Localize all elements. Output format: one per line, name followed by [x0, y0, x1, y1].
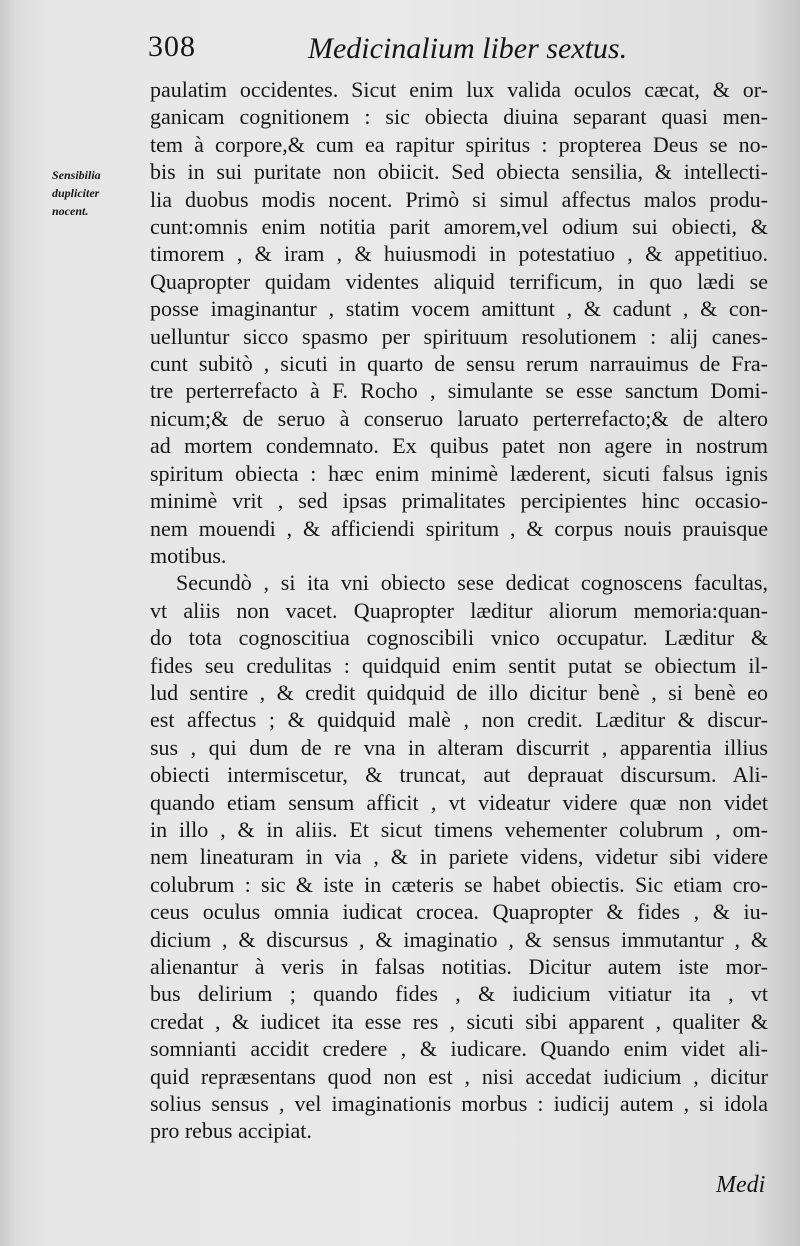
text-line: timorem , & iram , & huiusmodi in potestatiuo , & appetitiuo. — [150, 241, 768, 267]
text-line: sus , qui dum de re vna in alteram discurrit , apparentia illius — [150, 734, 768, 760]
text-line: lud sentire , & credit quidquid de illo dicitur benè , si benè eo — [150, 679, 768, 705]
text-line: ceus oculus omnia iudicat crocea. Quapropter & fides , & iu- — [150, 899, 768, 925]
text-line: est affectus ; & quidquid malè , non credit. Læditur & discur- — [150, 707, 768, 733]
page-number: 308 — [148, 30, 196, 63]
text-line: colubrum : sic & iste in cæteris se habet obiectis. Sic etiam cro- — [150, 871, 768, 897]
text-line: somnianti accidit credere , & iudicare. Quando enim videt ali- — [150, 1036, 768, 1062]
text-line: vt aliis non vacet. Quapropter læditur aliorum memoria:quan- — [150, 597, 768, 623]
body-text — [150, 76, 768, 1145]
text-line: cunt subitò , sicuti in quarto de sensu rerum narrauimus de Fra- — [150, 351, 768, 377]
text-line: ganicam cognitionem : sic obiecta diuina separant quasi men- — [150, 104, 768, 130]
text-line: alienantur à veris in falsas notitias. Dicitur autem iste mor- — [150, 954, 768, 979]
paragraph-end-line: pro rebus accipiat. — [150, 1118, 312, 1144]
text-line: quid repræsentans quod non est , nisi accedat iudicium , dicitur — [150, 1063, 768, 1089]
text-line: dicium , & discursus , & imaginatio , & sensus immutantur , & — [150, 926, 768, 952]
text-line: solius sensus , vel imaginationis morbus : iudicij autem , si idola — [150, 1091, 768, 1117]
text-line: nem mouendi , & afficiendi spiritum , & corpus nouis prauisque — [150, 515, 768, 541]
text-line: credat , & iudicet ita esse res , sicuti sibi apparent , qualiter & — [150, 1008, 768, 1034]
text-line: fides seu credulitas : quidquid enim sentit putat se obiectum il- — [150, 652, 768, 678]
page-header — [148, 30, 668, 74]
text-line: bis in sui puritate non obiicit. Sed obiecta sensilia, & intellecti- — [150, 159, 768, 185]
text-line: cunt:omnis enim notitia parit amorem,vel odium sui obiecti, & — [150, 214, 768, 240]
paragraph-start-line: Secundò , si ita vni obiecto sese dedicat cognoscens facultas, — [176, 570, 768, 596]
text-line: in illo , & in aliis. Et sicut timens vehementer colubrum , om- — [150, 816, 768, 842]
text-line: nem lineaturam in via , & in pariete videns, videtur sibi videre — [150, 844, 768, 870]
text-line: tem à corpore,& cum ea rapitur spiritus : propterea Deus se no- — [150, 131, 768, 157]
text-line: tre perterrefacto à F. Rocho , simulante se esse sanctum Domi- — [150, 378, 768, 404]
text-line: quando etiam sensum afficit , vt videatur videre quæ non videt — [150, 789, 768, 815]
text-line: paulatim occidentes. Sicut enim lux valida oculos cæcat, & or- — [150, 77, 768, 102]
text-line: bus delirium ; quando fides , & iudicium vitiatur ita , vt — [150, 981, 768, 1007]
margin-note-line: nocent. — [52, 204, 89, 218]
text-line: minimè vrit , sed ipsas primalitates percipientes hinc occasio- — [150, 488, 768, 514]
text-line: lia duobus modis nocent. Primò si simul affectus malos produ- — [150, 186, 768, 212]
margin-note-line: dupliciter — [52, 186, 100, 200]
margin-note — [52, 166, 142, 220]
text-line: ad mortem condemnato. Ex quibus patet non agere in nostrum — [150, 433, 768, 459]
margin-note-line: Sensibilia — [52, 168, 101, 182]
catchword: Medi — [716, 1172, 766, 1198]
text-line: uelluntur sicco spasmo per spirituum resolutionem : alij canes- — [150, 323, 768, 349]
text-line: obiecti intermiscetur, & truncat, aut deprauat discursum. Ali- — [150, 762, 768, 788]
text-line: posse imaginantur , statim vocem amittunt , & cadunt , & con- — [150, 296, 768, 322]
text-line: do tota cognoscitiua cognoscibili vnico occupatur. Læditur & — [150, 625, 768, 651]
paragraph-end-line: motibus. — [150, 542, 227, 568]
text-line: spiritum obiecta : hæc enim minimè læderent, sicuti falsus ignis — [150, 460, 768, 486]
text-line: nicum;& de seruo à conseruo laruato perterrefacto;& de altero — [150, 405, 768, 431]
running-head: Medicinalium liber sextus. — [308, 32, 628, 65]
text-line: Quapropter quidam videntes aliquid terrificum, in quo lædi se — [150, 268, 768, 294]
